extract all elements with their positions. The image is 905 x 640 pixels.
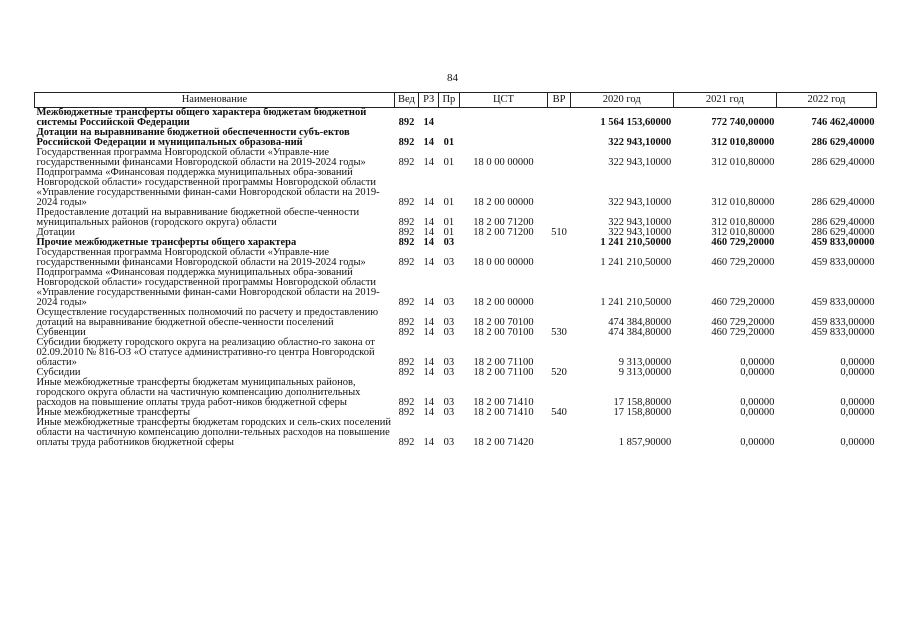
cell-cst: 18 2 00 71410 xyxy=(473,397,534,408)
cell-vr xyxy=(548,108,570,129)
cell-y2022: 286 629,40000 xyxy=(811,137,875,148)
cell-y2022: 0,00000 xyxy=(840,357,875,368)
cell-rz: 14 xyxy=(423,317,434,328)
cell-y2021: 312 010,80000 xyxy=(711,137,775,148)
cell-y2021: 0,00000 xyxy=(740,407,775,418)
cell-pr: 03 xyxy=(443,367,455,378)
cell-ved: 892 xyxy=(398,367,415,378)
cell-cst: 18 2 00 71200 xyxy=(473,227,534,238)
cell-cst: 18 2 00 71200 xyxy=(473,217,534,228)
cell-y2021: 0,00000 xyxy=(740,357,775,368)
cell-y2020: 17 158,80000 xyxy=(613,397,672,408)
cell-ved: 892 xyxy=(398,407,415,418)
cell-cst xyxy=(459,128,548,148)
cell-pr: 01 xyxy=(443,217,455,228)
cell-name: Дотации xyxy=(36,227,76,238)
cell-y2020: 1 241 210,50000 xyxy=(600,297,672,308)
cell-name: Иные межбюджетные трансферты xyxy=(36,407,191,418)
cell-vr xyxy=(548,378,570,408)
cell-y2021: 312 010,80000 xyxy=(711,197,775,208)
table-row xyxy=(35,308,877,328)
cell-rz: 14 xyxy=(423,397,434,408)
cell-y2020: 322 943,10000 xyxy=(608,227,672,238)
cell-ved: 892 xyxy=(398,137,415,148)
cell-pr: 03 xyxy=(443,397,455,408)
cell-pr: 03 xyxy=(443,237,455,248)
table-row xyxy=(35,108,877,129)
cell-vr xyxy=(548,248,570,268)
cell-y2020: 322 943,10000 xyxy=(608,217,672,228)
cell-y2022: 0,00000 xyxy=(840,367,875,378)
cell-rz: 14 xyxy=(423,197,434,208)
cell-y2021: 312 010,80000 xyxy=(711,227,775,238)
cell-pr: 03 xyxy=(443,327,455,338)
table-row xyxy=(35,378,877,408)
cell-y2020: 322 943,10000 xyxy=(608,157,672,168)
cell-rz: 14 xyxy=(423,157,434,168)
cell-cst: 18 2 00 00000 xyxy=(473,197,534,208)
cell-cst: 18 2 00 70100 xyxy=(473,317,534,328)
cell-y2021: 0,00000 xyxy=(740,437,775,448)
cell-y2022: 0,00000 xyxy=(840,407,875,418)
cell-cst: 18 0 00 00000 xyxy=(473,157,534,168)
cell-vr xyxy=(548,418,570,448)
table-body xyxy=(35,108,877,449)
table-row xyxy=(35,338,877,368)
cell-name: Иные межбюджетные трансферты бюджетам городских и сель-ских поселений области на частичную компенсацию дополни-тельных расходов на повышение оплаты труда работников бюджетной сферы xyxy=(36,417,391,448)
table-row xyxy=(35,248,877,268)
cell-ved: 892 xyxy=(398,117,415,128)
cell-y2022: 286 629,40000 xyxy=(811,157,875,168)
cell-rz: 14 xyxy=(423,257,434,268)
header-2021: 2021 год xyxy=(673,93,776,108)
cell-y2021: 772 740,00000 xyxy=(711,117,775,128)
cell-rz: 14 xyxy=(423,217,434,228)
cell-y2021: 460 729,20000 xyxy=(711,257,775,268)
cell-cst: 18 2 00 71410 xyxy=(473,407,534,418)
table-row xyxy=(35,418,877,448)
cell-cst: 18 0 00 00000 xyxy=(473,257,534,268)
cell-pr: 03 xyxy=(443,257,455,268)
cell-y2022: 746 462,40000 xyxy=(811,117,875,128)
cell-name: Подпрограмма «Финансовая поддержка муниципальных обра-зований Новгородской области» государственной программы Новгородской области «Управление государственными финан-сами Новгородской области на 2019-2024 годы» xyxy=(36,167,380,208)
cell-pr xyxy=(439,108,459,129)
cell-pr: 01 xyxy=(443,157,455,168)
cell-cst: 18 2 00 70100 xyxy=(473,327,534,338)
cell-y2021: 460 729,20000 xyxy=(711,237,775,248)
cell-name: Субвенции xyxy=(36,327,86,338)
header-2020: 2020 год xyxy=(570,93,673,108)
cell-y2021: 312 010,80000 xyxy=(711,157,775,168)
cell-y2020: 322 943,10000 xyxy=(608,197,672,208)
cell-y2020: 17 158,80000 xyxy=(613,407,672,418)
cell-y2020: 9 313,00000 xyxy=(618,357,672,368)
cell-pr: 03 xyxy=(443,297,455,308)
header-pr: Пр xyxy=(439,93,459,108)
cell-name: Дотации на выравнивание бюджетной обеспеченности субъ-ектов Российской Федерации и муниципальных образова-ний xyxy=(36,127,350,148)
table-row xyxy=(35,268,877,308)
cell-vr xyxy=(548,148,570,168)
cell-vr xyxy=(548,208,570,228)
table-row xyxy=(35,168,877,208)
cell-rz: 14 xyxy=(423,117,434,128)
cell-rz: 14 xyxy=(423,407,434,418)
cell-y2022: 286 629,40000 xyxy=(811,197,875,208)
cell-name: Осуществление государственных полномочий по расчету и предоставлению дотаций на выравнивание бюджетной обеспе-ченности поселений xyxy=(36,307,379,328)
cell-vr xyxy=(548,338,570,368)
cell-y2022: 286 629,40000 xyxy=(811,227,875,238)
cell-y2020: 1 564 153,60000 xyxy=(600,117,672,128)
header-vr: ВР xyxy=(548,93,570,108)
cell-name: Предоставление дотаций на выравнивание бюджетной обеспе-ченности муниципальных районов (городского округа) области xyxy=(36,207,360,228)
cell-y2021: 460 729,20000 xyxy=(711,327,775,338)
cell-ved: 892 xyxy=(398,397,415,408)
cell-name: Государственная программа Новгородской области «Управле-ние государственными финансами Новгородской области на 2019-2024 годы» xyxy=(36,147,366,168)
cell-ved: 892 xyxy=(398,237,415,248)
cell-vr: 510 xyxy=(551,227,567,238)
cell-vr xyxy=(548,238,570,248)
cell-pr: 03 xyxy=(443,317,455,328)
cell-y2022: 0,00000 xyxy=(840,437,875,448)
header-name: Наименование xyxy=(35,93,395,108)
cell-ved: 892 xyxy=(398,217,415,228)
cell-y2021: 460 729,20000 xyxy=(711,297,775,308)
cell-ved: 892 xyxy=(398,327,415,338)
cell-pr: 03 xyxy=(443,437,455,448)
cell-rz: 14 xyxy=(423,367,434,378)
header-2022: 2022 год xyxy=(776,93,876,108)
cell-ved: 892 xyxy=(398,317,415,328)
cell-y2020: 9 313,00000 xyxy=(618,367,672,378)
cell-ved: 892 xyxy=(398,157,415,168)
cell-name: Государственная программа Новгородской области «Управле-ние государственными финансами Новгородской области на 2019-2024 годы» xyxy=(36,247,366,268)
header-cst: ЦСТ xyxy=(459,93,548,108)
cell-vr: 520 xyxy=(551,367,567,378)
cell-cst xyxy=(459,108,548,129)
cell-cst: 18 2 00 71100 xyxy=(473,357,534,368)
cell-ved: 892 xyxy=(398,297,415,308)
header-rz: РЗ xyxy=(419,93,439,108)
cell-y2022: 286 629,40000 xyxy=(811,217,875,228)
cell-name: Подпрограмма «Финансовая поддержка муниципальных обра-зований Новгородской области» государственной программы Новгородской области «Управление государственными финан-сами Новгородской области на 2019-2024 годы» xyxy=(36,267,380,308)
cell-name: Межбюджетные трансферты общего характера бюджетам бюджетной системы Российской Федерации xyxy=(36,107,367,128)
cell-y2021: 312 010,80000 xyxy=(711,217,775,228)
cell-y2021: 0,00000 xyxy=(740,397,775,408)
cell-vr xyxy=(548,128,570,148)
cell-y2022: 459 833,00000 xyxy=(811,237,875,248)
cell-y2022: 459 833,00000 xyxy=(811,297,875,308)
cell-ved: 892 xyxy=(398,437,415,448)
cell-y2020: 474 384,80000 xyxy=(608,327,672,338)
cell-y2022: 459 833,00000 xyxy=(811,317,875,328)
cell-pr: 03 xyxy=(443,357,455,368)
cell-pr: 01 xyxy=(443,197,455,208)
cell-y2022: 459 833,00000 xyxy=(811,327,875,338)
cell-rz: 14 xyxy=(423,327,434,338)
header-ved: Вед xyxy=(394,93,418,108)
cell-y2020: 1 857,90000 xyxy=(618,437,672,448)
cell-y2020: 474 384,80000 xyxy=(608,317,672,328)
cell-vr: 540 xyxy=(551,407,567,418)
cell-cst: 18 2 00 00000 xyxy=(473,297,534,308)
cell-vr xyxy=(548,268,570,308)
cell-ved: 892 xyxy=(398,227,415,238)
table-row xyxy=(35,148,877,168)
cell-y2021: 0,00000 xyxy=(740,367,775,378)
cell-y2020: 322 943,10000 xyxy=(608,137,672,148)
cell-cst: 18 2 00 71100 xyxy=(473,367,534,378)
cell-name: Субсидии xyxy=(36,367,81,378)
cell-ved: 892 xyxy=(398,197,415,208)
cell-name: Субсидии бюджету городского округа на реализацию областно-го закона от 02.09.2010 № 816-ОЗ «О статусе административно-го центра Новгородской области» xyxy=(36,337,375,368)
cell-ved: 892 xyxy=(398,257,415,268)
cell-y2022: 459 833,00000 xyxy=(811,257,875,268)
cell-y2020: 1 241 210,50000 xyxy=(600,237,672,248)
budget-table xyxy=(34,92,877,448)
cell-name: Иные межбюджетные трансферты бюджетам муниципальных районов, городского округа области на частичную компенсацию дополнительных расходов на повышение оплаты труда работ-ников бюджетной сферы xyxy=(36,377,361,408)
cell-cst xyxy=(459,238,548,248)
table-row xyxy=(35,208,877,228)
cell-vr xyxy=(548,168,570,208)
cell-rz: 14 xyxy=(423,137,434,148)
cell-pr: 01 xyxy=(443,227,455,238)
cell-name: Прочие межбюджетные трансферты общего характера xyxy=(36,237,297,248)
page-number: 84 xyxy=(447,72,458,84)
table-header-row xyxy=(35,93,877,108)
cell-y2021: 460 729,20000 xyxy=(711,317,775,328)
cell-pr: 01 xyxy=(443,137,455,148)
cell-ved: 892 xyxy=(398,357,415,368)
cell-rz: 14 xyxy=(423,297,434,308)
cell-rz: 14 xyxy=(423,437,434,448)
cell-rz: 14 xyxy=(423,227,434,238)
cell-cst: 18 2 00 71420 xyxy=(473,437,534,448)
cell-vr: 530 xyxy=(551,327,567,338)
cell-y2022: 0,00000 xyxy=(840,397,875,408)
cell-rz: 14 xyxy=(423,237,434,248)
cell-vr xyxy=(548,308,570,328)
cell-rz: 14 xyxy=(423,357,434,368)
table-row xyxy=(35,128,877,148)
cell-y2020: 1 241 210,50000 xyxy=(600,257,672,268)
cell-pr: 03 xyxy=(443,407,455,418)
